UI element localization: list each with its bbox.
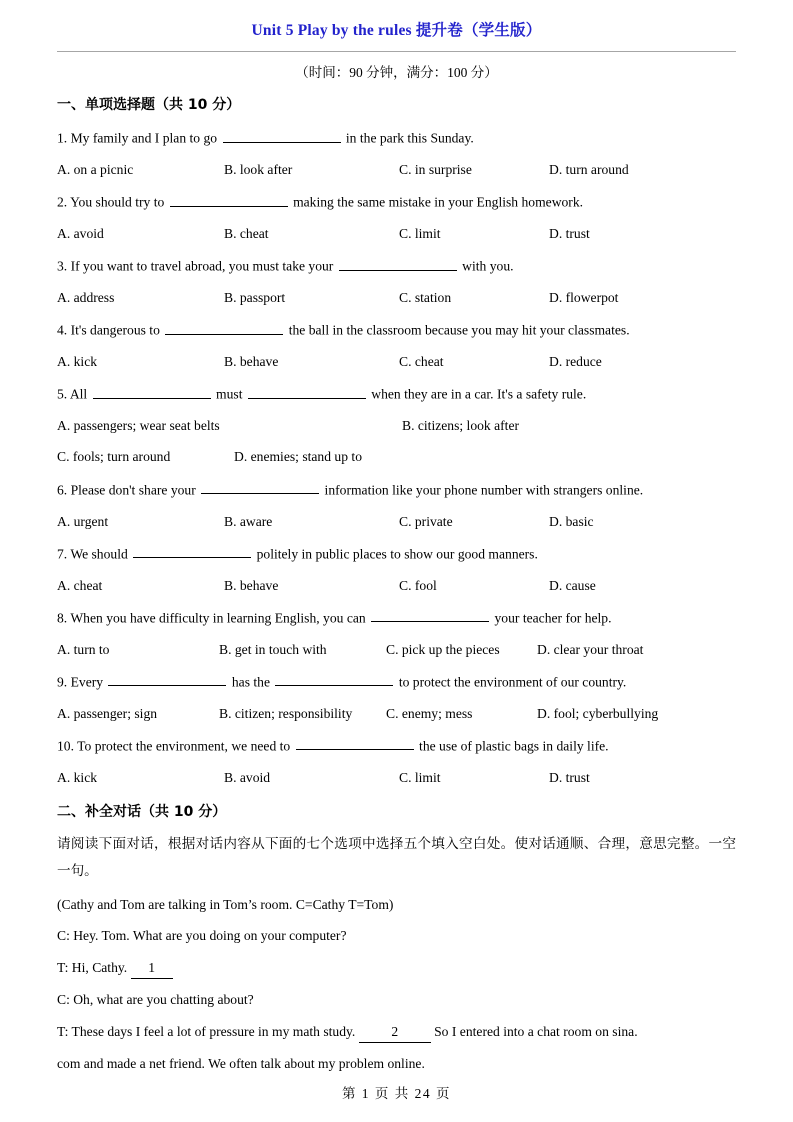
question-stem-8 [57,607,736,629]
exam-subtitle: （时间：90 分钟，满分：100 分） [295,64,498,80]
option-2-d[interactable]: D. trust [549,225,590,241]
option-3-b[interactable]: B. passport [224,289,286,305]
question-stem-10 [57,735,736,757]
question-stem-2-pre: 2. You should try to [57,194,165,210]
option-7-d[interactable]: D. cause [549,577,596,593]
option-4-c[interactable]: C. cheat [399,354,444,370]
dialogue-line-4-post: So I entered into a chat room on sina. [434,1023,638,1039]
section-heading-1: 一、单项选择题（共 10 分） [57,97,241,114]
option-7-a[interactable]: A. cheat [57,577,103,593]
question-stem-2 [57,191,736,213]
header-divider [57,51,736,52]
question-stem-10-post: the use of plastic bags in daily life. [419,738,609,754]
answer-blank [296,735,414,750]
option-2-a[interactable]: A. avoid [57,225,104,241]
options-row-3 [57,288,736,308]
dialogue-line-4-pre: T: These days I feel a lot of pressure in my math study. [57,1023,356,1039]
option-10-d[interactable]: D. trust [549,769,590,785]
option-4-d[interactable]: D. reduce [549,354,602,370]
dialogue-line-1: C: Hey. Tom. What are you doing on your computer? [57,928,347,944]
question-stem-3-pre: 3. If you want to travel abroad, you must take your [57,258,334,274]
option-10-b[interactable]: B. avoid [224,769,271,785]
option-8-b[interactable]: B. get in touch with [219,641,327,657]
question-stem-8-pre: 8. When you have difficulty in learning English, you can [57,610,366,626]
question-stem-6-pre: 6. Please don't share your [57,482,196,498]
option-3-d[interactable]: D. flowerpot [549,289,619,305]
answer-blank [371,607,489,622]
question-stem-9-post: to protect the environment of our country. [398,674,627,690]
option-4-b[interactable]: B. behave [224,354,279,370]
option-2-b[interactable]: B. cheat [224,225,269,241]
option-8-d[interactable]: D. clear your throat [537,641,644,657]
option-3-a[interactable]: A. address [57,289,115,305]
option-6-d[interactable]: D. basic [549,513,594,529]
answer-blank [275,671,393,686]
dialogue-setting: (Cathy and Tom are talking in Tom’s room. C=Cathy T=Tom) [57,897,394,913]
question-stem-4-post: the ball in the classroom because you may hit your classmates. [288,322,630,338]
options-row-1 [57,160,736,180]
question-stem-9 [57,671,736,693]
option-1-c[interactable]: C. in surprise [399,161,472,177]
answer-blank [201,479,319,494]
answer-blank [248,383,366,398]
option-4-a[interactable]: A. kick [57,354,98,370]
option-7-b[interactable]: B. behave [224,577,279,593]
options-row-6 [57,512,736,532]
dialogue-line-3: C: Oh, what are you chatting about? [57,992,254,1008]
option-6-c[interactable]: C. private [399,513,453,529]
question-stem-8-post: your teacher for help. [494,610,612,626]
answer-blank [170,191,288,206]
question-stem-7-pre: 7. We should [57,546,128,562]
dialogue-blank-2: 2 [359,1022,431,1043]
answer-blank [93,383,211,398]
option-1-a[interactable]: A. on a picnic [57,161,134,177]
option-8-c[interactable]: C. pick up the pieces [386,641,500,657]
option-9-d[interactable]: D. fool; cyberbullying [537,705,659,721]
dialogue-blank-1: 1 [131,958,173,979]
option-5-c[interactable]: C. fools; turn around [57,449,171,465]
question-stem-6-post: information like your phone number with strangers online. [324,482,644,498]
option-6-a[interactable]: A. urgent [57,513,109,529]
option-10-a[interactable]: A. kick [57,769,98,785]
options-row-4 [57,352,736,372]
question-stem-7-post: politely in public places to show our good manners. [256,546,538,562]
option-1-d[interactable]: D. turn around [549,161,629,177]
question-stem-3 [57,255,736,277]
option-5-b[interactable]: B. citizens; look after [402,418,520,434]
question-stem-9-mid: has the [231,674,271,690]
question-stem-9-pre: 9. Every [57,674,104,690]
options-row-8 [57,640,736,660]
option-9-b[interactable]: B. citizen; responsibility [219,705,353,721]
option-8-a[interactable]: A. turn to [57,641,110,657]
dialogue-line-2 [57,958,736,979]
question-stem-5-mid: must [216,386,243,402]
option-3-c[interactable]: C. station [399,289,452,305]
option-9-a[interactable]: A. passenger; sign [57,705,158,721]
question-stem-5 [57,383,736,405]
question-stem-6 [57,479,736,501]
question-stem-5-pre: 5. All [57,386,88,402]
question-stem-2-post: making the same mistake in your English homework. [293,194,584,210]
question-stem-4 [57,319,736,341]
answer-blank [165,319,283,334]
question-stem-1 [57,127,736,149]
section-2-instruction: 请阅读下面对话，根据对话内容从下面的七个选项中选择五个填入空白处。使对话通顺、合理，意思完整。一空一句。 [57,836,736,878]
option-1-b[interactable]: B. look after [224,161,293,177]
option-9-c[interactable]: C. enemy; mess [386,705,473,721]
question-stem-3-post: with you. [462,258,514,274]
page-title: Unit 5 Play by the rules 提升卷（学生版） [251,22,542,39]
question-stem-4-pre: 4. It's dangerous to [57,322,160,338]
answer-blank [108,671,226,686]
page-footer: 第 1 页 共 24 页 [341,1086,452,1101]
option-2-c[interactable]: C. limit [399,225,441,241]
option-5-d[interactable]: D. enemies; stand up to [234,449,362,465]
question-stem-7 [57,543,736,565]
question-stem-1-post: in the park this Sunday. [345,130,474,146]
options-row-7 [57,576,736,596]
options-row-5-line1 [57,416,736,436]
option-6-b[interactable]: B. aware [224,513,273,529]
option-5-a[interactable]: A. passengers; wear seat belts [57,418,220,434]
answer-blank [339,255,457,270]
question-stem-1-pre: 1. My family and I plan to go [57,130,218,146]
options-row-9 [57,704,736,724]
dialogue-line-5: com and made a net friend. We often talk about my problem online. [57,1056,425,1072]
answer-blank [133,543,251,558]
answer-blank [223,127,341,142]
dialogue-line-2-pre: T: Hi, Cathy. [57,959,128,975]
options-row-5-line2 [57,447,736,467]
dialogue-line-4 [57,1022,736,1043]
section-heading-2: 二、补全对话（共 10 分） [57,804,227,821]
question-stem-5-post: when they are in a car. It's a safety rule. [371,386,587,402]
question-stem-10-pre: 10. To protect the environment, we need to [57,738,291,754]
option-7-c[interactable]: C. fool [399,577,437,593]
option-10-c[interactable]: C. limit [399,769,441,785]
options-row-10 [57,768,736,788]
options-row-2 [57,224,736,244]
